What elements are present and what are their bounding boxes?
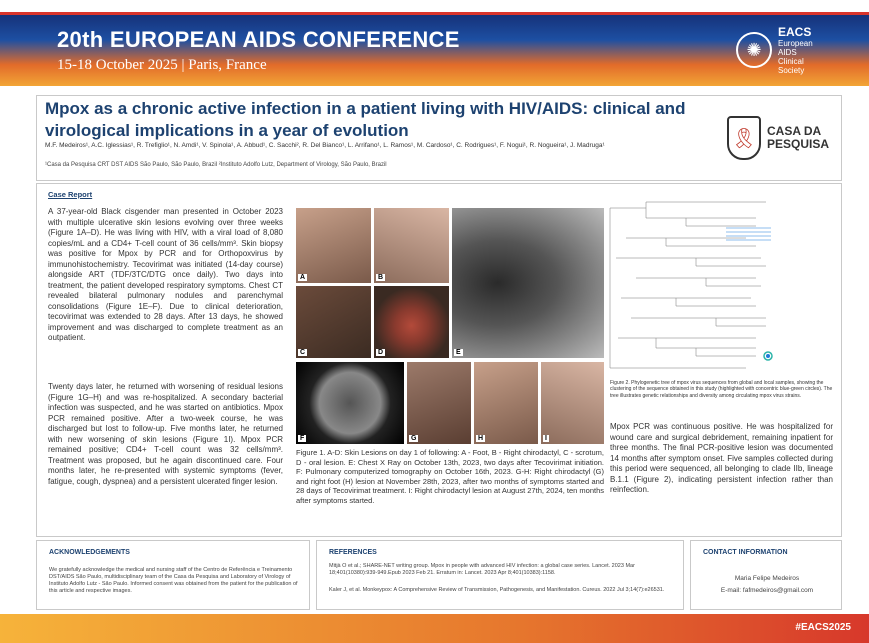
references-box <box>316 540 684 610</box>
contact-email[interactable]: E-mail: fafmedeiros@gmail.com <box>720 587 814 594</box>
figure-1b-chirodactyl <box>374 208 449 283</box>
ribbon-shield-icon: 🎗 <box>727 116 761 160</box>
case-report-heading: Case Report <box>48 190 93 199</box>
figure-label: F <box>300 435 305 442</box>
eacs-logo-text <box>778 26 813 75</box>
figure-label: E <box>456 349 461 356</box>
figure-1a-foot <box>296 208 371 283</box>
reference-1: Mitjà O et al.; SHARE-NET writing group. Mpox in people with advanced HIV infection: a global case series. Lancet. 2023 Mar 18;401(10380):939-949.Epub 2023 Feb 21. Erratum in: Lancet. 2023 Apr 8;401(10383):1158. <box>329 563 635 576</box>
figure-label: G <box>411 435 417 442</box>
figure-2-caption: Figure 2. Phylogenetic tree of mpox virus sequences from global and local samples, showing the clustering of the sequence obtained in this study (highlighted with concentric blue-green circles). The tree illustrates genetic relationships and diversity among circulating mpox virus strains. <box>610 380 833 399</box>
eacs-logo-line: European <box>778 38 813 48</box>
eacs-logo-name: EACS <box>778 24 812 39</box>
casa-da-pesquisa-text <box>767 125 829 151</box>
conference-title: 20th EUROPEAN AIDS CONFERENCE <box>57 27 460 52</box>
eacs-emblem-icon: ✺ <box>736 32 772 68</box>
acknowledgements-text: We gratefully acknowledge the medical and nursing staff of the Centro de Referência e Treinamento DST/AIDS São Paulo, multidisciplinary team of the Casa da Pesquisa and Laboratory of Virology of Instituto Adolfo Lutz - São Paulo. Informed consent was obtained from the patient for the publication of this article and respective images. <box>49 567 298 594</box>
figure-1f-ct-scan <box>296 362 404 444</box>
figure-label: C <box>300 349 306 356</box>
contact-heading: CONTACT INFORMATION <box>703 549 788 556</box>
poster-title-box <box>36 95 842 181</box>
highlighted-sequence-dot <box>766 354 770 358</box>
figure-1h-foot <box>474 362 538 444</box>
conference-header <box>0 15 869 86</box>
references-heading: REFERENCES <box>329 549 377 556</box>
figure-1e-chest-xray <box>452 208 604 358</box>
figure-1-caption: Figure 1. A-D: Skin Lesions on day 1 of following: A - Foot, B - Right chirodactyl, C - scrotum, D - oral lesion. E: Chest X Ray on October 13th, 2023, two days after Tecovirimat initiation. F: Pulmonary computerized tomography on October 16th, 2023. G-H: Right chirodactyl (G) and right foot (H) lesion at November 28th, 2023, after two months of symptoms started and 28 days of Tecovirimat treatment. I: Right chirodactyl lesion at August 27th, 2024, ten months after symptoms started. <box>296 448 604 505</box>
poster-authors: M.F. Medeiros¹, A.C. Iglessias¹, R. Trefiglio¹, N. Amdi¹, V. Spinola¹, A. Abbud¹, C. Sacchi², R. Del Bianco¹, L. Arrifano¹, L. Ramos¹, M. Cardoso¹, C. Rodrigues¹, F. Nogui¹, R. Nogueira¹, J. Madruga¹ <box>45 142 605 149</box>
contact-box <box>690 540 842 610</box>
figure-label: A <box>300 274 306 281</box>
poster-affiliations: ¹Casa da Pesquisa CRT DST AIDS São Paulo, São Paulo, Brazil ²Instituto Adolfo Lutz, Department of Virology, São Paulo, Brazil <box>45 162 387 168</box>
eacs-logo <box>736 23 856 77</box>
figure-label: I <box>545 435 547 442</box>
eacs-logo-line: Society <box>778 65 805 75</box>
conference-date: 15-18 October 2025 | Paris, France <box>57 57 267 73</box>
conference-footer <box>0 614 869 643</box>
figure-1g-chirodactyl <box>407 362 471 444</box>
case-report-para3: Mpox PCR was continuous positive. He was hospitalized for wound care and surgical debridement, remaining inpatient for three months. The final PCR-positive lesion was documented 14 months after symptom onset. Five samples collected during this period were sequenced, all belonging to clade IIb, lineage B.1.1 (Figure 2), indicating persistent infection rather than reinfection. <box>610 422 833 494</box>
figure-1c-scrotum <box>296 286 371 358</box>
conference-hashtag: #EACS2025 <box>795 622 851 633</box>
figure-label: D <box>378 349 384 356</box>
case-report-para2: Twenty days later, he returned with worsening of residual lesions (Figure 1G–H) and was re-hospitalized. A secondary bacterial infection was suspected, and he was started on antibiotics. Mpox PCR remained positive. After a two-week course, he was discharged but lost to follow-up. Five months later, he returned with new worsening of skin lesions (Figure 1I). Mpox PCR remained positive; CD4+ T-cell count was 32 cells/mm³. Treatment was proposed, but he again discontinued care. Four months later, he re-presented with systemic symptoms (fever, fatigue, cough, dyspnea) and a persistent ulcerated finger lesion. <box>48 382 283 486</box>
acknowledgements-heading: ACKNOWLEDGEMENTS <box>49 549 130 556</box>
figure-label: B <box>378 274 384 281</box>
logo-line: CASA DA <box>767 124 822 138</box>
contact-name: Maria Felipe Medeiros <box>734 575 800 582</box>
case-report-para1: A 37-year-old Black cisgender man presented in October 2023 with multiple ulcerative skin lesions evolving over three weeks (Figure 1A–D). He was living with HIV, with a viral load of 8,080 copies/mL and a CD4+ T-cell count of 36 cells/mm³. Skin biopsy was positive for Mpox by PCR and for Orthopoxvirus by immunohistochemistry. Tecovirimat was initiated (14-day course) alongside ART (TDF/3TC/DTG once daily). Two days into treatment, the patient developed respiratory symptoms. Chest CT revealed bilateral pulmonary nodules and parenchymal consolidations (Figure 1E–F). Due to clinical deterioration, tecovirimat was extended to 28 days. After 13 days, he showed improvement and was discharged to complete treatment as an outpatient. <box>48 207 283 342</box>
casa-da-pesquisa-logo <box>727 106 831 170</box>
figure-1i-chirodactyl <box>541 362 604 444</box>
eacs-logo-line: Clinical <box>778 56 804 66</box>
top-white-bar <box>0 0 869 12</box>
acknowledgements-box <box>36 540 310 610</box>
poster-title: Mpox as a chronic active infection in a patient living with HIV/AIDS: clinical and virological implications in a year of evolution <box>45 99 686 140</box>
reference-2: Kaler J, et al. Monkeypox: A Comprehensive Review of Transmission, Pathogenesis, and Manifestation. Cureus. 2022 Jul 3;14(7):e26531. <box>329 587 665 593</box>
figure-1d-oral-lesion <box>374 286 449 358</box>
logo-line: PESQUISA <box>767 137 830 151</box>
eacs-logo-line: AIDS <box>778 47 797 57</box>
figure-label: H <box>478 435 484 442</box>
figure-2-phylogenetic-tree <box>606 198 781 376</box>
